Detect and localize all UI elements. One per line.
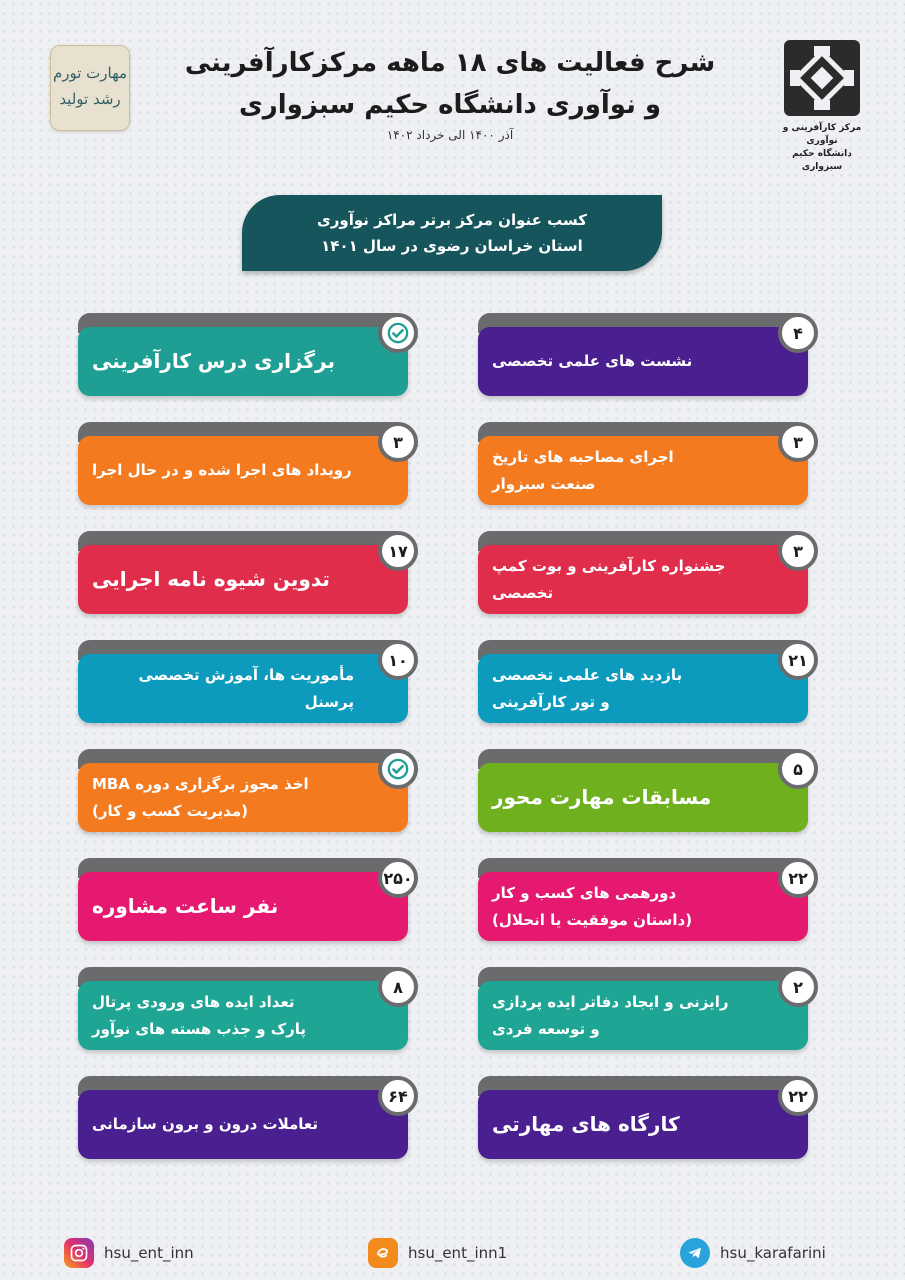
- activity-card: [478, 313, 808, 396]
- card-label-line1: رایزنی و ایجاد دفاتر ایده پردازی: [492, 992, 729, 1011]
- card-label: [492, 545, 754, 614]
- activity-card: [78, 313, 408, 396]
- card-label: [92, 981, 354, 1050]
- slogan-logo: [50, 45, 130, 131]
- activity-card: [78, 422, 408, 505]
- card-label: [92, 327, 354, 396]
- card-label: [492, 981, 754, 1050]
- activity-card: [478, 1076, 808, 1159]
- card-label: [492, 327, 754, 396]
- card-label: [92, 436, 354, 505]
- title-line2: و نوآوری دانشگاه حکیم سبزواری: [238, 90, 662, 120]
- card-label: [92, 545, 354, 614]
- count-badge: ۱۷: [378, 531, 418, 571]
- card-label-line2: (مدیریت کسب و کار): [92, 801, 248, 820]
- eitaa-icon: [368, 1238, 398, 1268]
- card-label: [92, 1090, 354, 1159]
- knot-logo-icon: [780, 36, 864, 120]
- card-label-line2: پارک و جذب هسته های نوآور: [92, 1019, 307, 1038]
- count-badge: ۲: [778, 967, 818, 1007]
- university-logo: [772, 36, 872, 174]
- check-icon: [378, 313, 418, 353]
- card-label-line1: برگزاری درس کارآفرینی: [92, 349, 335, 373]
- award-line1: کسب عنوان مرکز برتر مراکز نوآوری: [317, 211, 587, 229]
- count-badge: ۲۲: [778, 858, 818, 898]
- card-label-line1: رویداد های اجرا شده و در حال اجرا: [92, 461, 352, 479]
- slogan-line2: رشد تولید: [59, 90, 121, 108]
- card-label-line1: دورهمی های کسب و کار: [492, 883, 677, 902]
- activity-card: [78, 531, 408, 614]
- telegram-handle: hsu_karafarini: [720, 1244, 826, 1262]
- card-label-line2: تخصصی: [492, 583, 554, 602]
- card-label: [492, 763, 754, 832]
- activity-card: [78, 967, 408, 1050]
- card-label: [92, 763, 354, 832]
- activity-card: [478, 858, 808, 941]
- telegram-icon: [680, 1238, 710, 1268]
- card-label-line2: صنعت سبزوار: [492, 474, 596, 493]
- telegram-link[interactable]: [680, 1236, 826, 1270]
- count-badge: ۲۱: [778, 640, 818, 680]
- logo-caption-line2: دانشگاه حکیم سبزواری: [792, 149, 852, 172]
- card-label-line1: اخذ مجوز برگزاری دوره MBA: [92, 774, 309, 793]
- count-badge: ۳: [378, 422, 418, 462]
- card-label: [492, 872, 754, 941]
- activity-card: [478, 422, 808, 505]
- instagram-icon: [64, 1238, 94, 1268]
- activity-card: [478, 640, 808, 723]
- card-label-line1: نشست های علمی تخصصی: [492, 352, 693, 370]
- count-badge: ۲۲: [778, 1076, 818, 1116]
- card-label-line1: تدوین شیوه نامه اجرایی: [92, 567, 330, 591]
- page-title: [150, 42, 750, 142]
- award-banner: [242, 195, 662, 271]
- activity-card: [78, 640, 408, 723]
- card-label-line1: تعاملات درون و برون سازمانی: [92, 1115, 318, 1133]
- check-icon: [378, 749, 418, 789]
- card-label-line1: جشنواره کارآفرینی و بوت کمپ: [492, 556, 726, 575]
- card-label-line1: اجرای مصاحبه های تاریخ: [492, 447, 674, 466]
- instagram-link[interactable]: [64, 1236, 194, 1270]
- card-label: [492, 436, 754, 505]
- card-label: [492, 1090, 754, 1159]
- card-label-line1: نفر ساعت مشاوره: [92, 894, 279, 918]
- activity-card: [478, 531, 808, 614]
- card-label: [92, 872, 354, 941]
- card-label-line1: مأموریت ها، آموزش تخصصی پرسنل: [138, 665, 354, 711]
- date-range: آذر ۱۴۰۰ الی خرداد ۱۴۰۲: [386, 128, 514, 142]
- card-label-line2: و توسعه فردی: [492, 1019, 600, 1038]
- activity-card: [78, 749, 408, 832]
- activity-card: [478, 967, 808, 1050]
- activity-card: [478, 749, 808, 832]
- count-badge: ۳: [778, 422, 818, 462]
- card-label-line2: (داستان موفقیت یا انحلال): [492, 910, 693, 929]
- card-label-line1: بازدید های علمی تخصصی: [492, 665, 683, 684]
- slogan-line1: مهارت تورم: [52, 64, 128, 82]
- award-line2: استان خراسان رضوی در سال ۱۴۰۱: [321, 237, 583, 255]
- card-label-line2: و تور کارآفرینی: [492, 692, 610, 711]
- card-label-line1: مسابقات مهارت محور: [492, 785, 712, 809]
- count-badge: ۸: [378, 967, 418, 1007]
- instagram-handle: hsu_ent_inn: [104, 1244, 194, 1262]
- count-badge: ۵: [778, 749, 818, 789]
- title-line1: شرح فعالیت های ۱۸ ماهه مرکزکارآفرینی: [184, 48, 716, 78]
- eitaa-handle: hsu_ent_inn1: [408, 1244, 508, 1262]
- card-label: [492, 654, 754, 723]
- count-badge: ۴: [778, 313, 818, 353]
- count-badge: ۶۴: [378, 1076, 418, 1116]
- logo-caption-line1: مرکز کارآفرینی و نوآوری: [782, 123, 862, 146]
- card-label: [92, 654, 354, 723]
- count-badge: ۲۵۰: [378, 858, 418, 898]
- card-label-line1: کارگاه های مهارتی: [492, 1112, 680, 1136]
- activity-card: [78, 1076, 408, 1159]
- count-badge: ۳: [778, 531, 818, 571]
- eitaa-link[interactable]: [368, 1236, 507, 1270]
- count-badge: ۱۰: [378, 640, 418, 680]
- card-label-line1: تعداد ایده های ورودی پرتال: [92, 992, 295, 1011]
- activity-card: [78, 858, 413, 941]
